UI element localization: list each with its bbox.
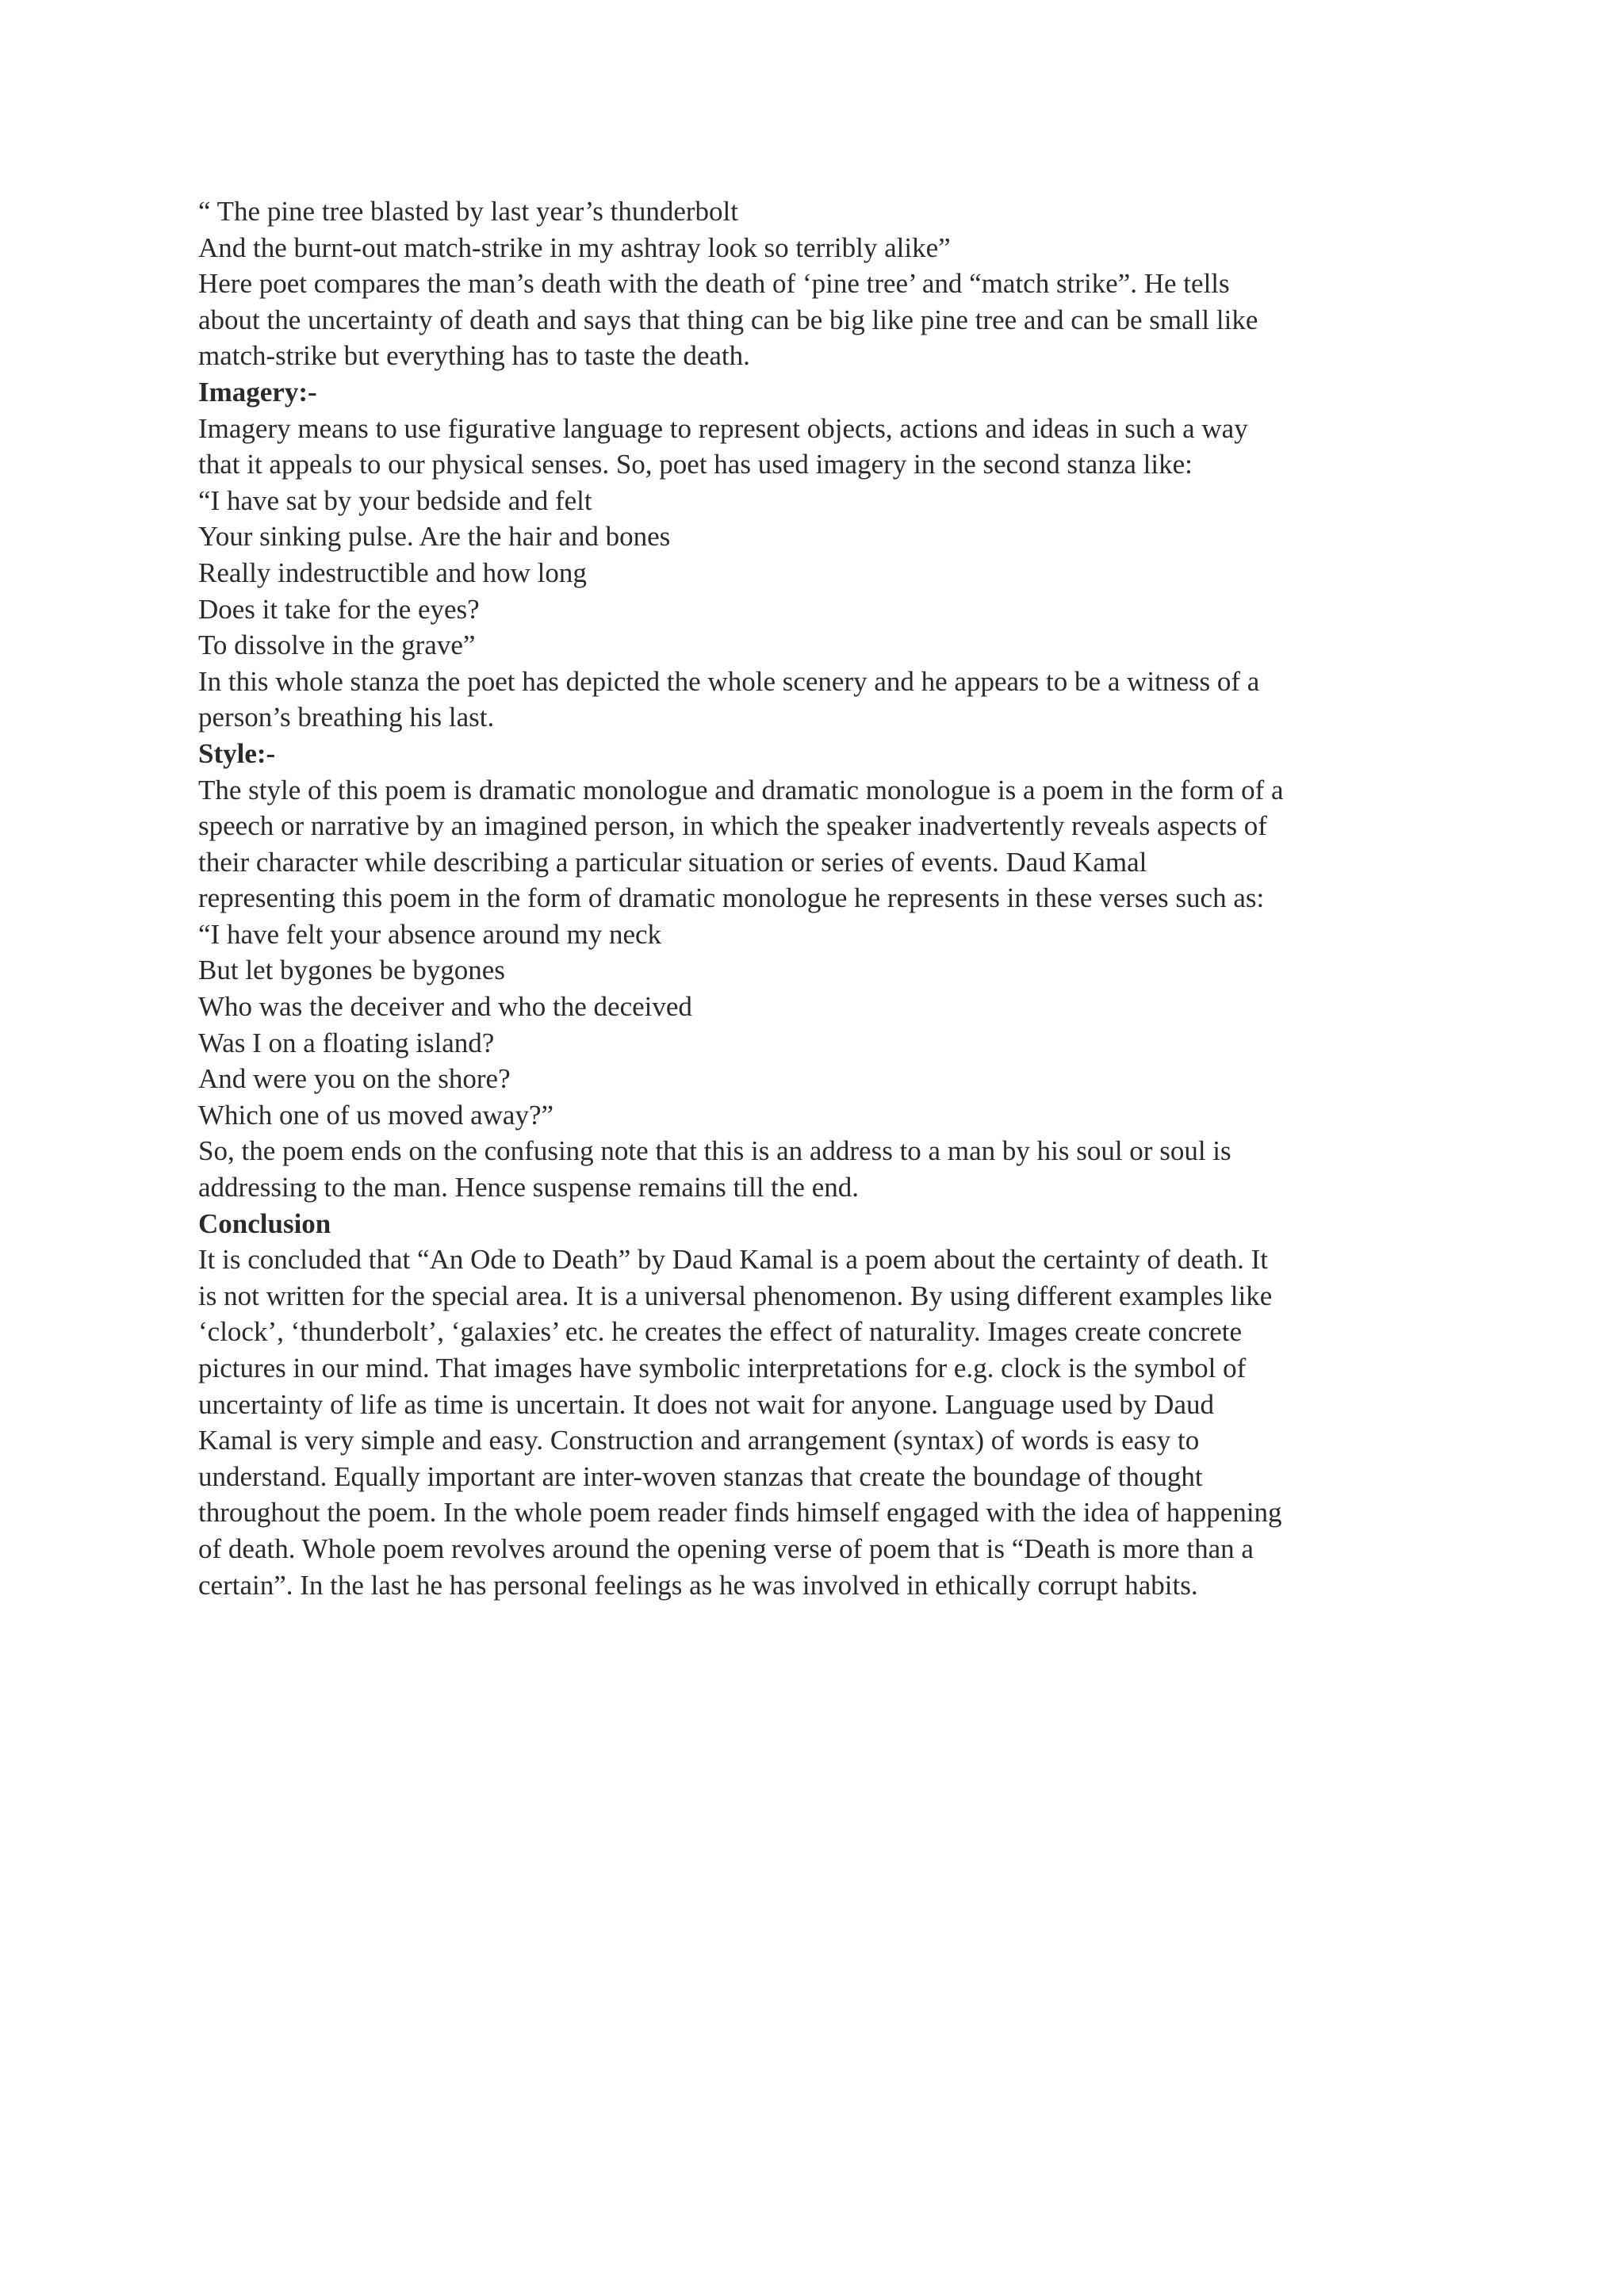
quote-line: “ The pine tree blasted by last year’s thunderbolt [198, 196, 738, 227]
conclusion-paragraph [198, 1242, 1443, 1603]
paragraph-line: about the uncertainty of death and says that thing can be big like pine tree and can be small like [198, 304, 1258, 335]
quote-line: And were you on the shore? [198, 1063, 511, 1095]
paragraph-line: match-strike but everything has to taste the death. [198, 340, 750, 372]
style-quote [198, 916, 1443, 1134]
paragraph-line: Kamal is very simple and easy. Construction and arrangement (syntax) of words is easy to [198, 1425, 1200, 1456]
paragraph-line: of death. Whole poem revolves around the opening verse of poem that is “Death is more than a [198, 1533, 1254, 1564]
paragraph-line: So, the poem ends on the confusing note that this is an address to a man by his soul or soul is [198, 1135, 1231, 1167]
style-explanation [198, 1133, 1443, 1205]
paragraph-line: their character while describing a particular situation or series of events. Daud Kamal [198, 846, 1147, 878]
paragraph-line: ‘clock’, ‘thunderbolt’, ‘galaxies’ etc. he creates the effect of naturality. Images create concrete [198, 1316, 1243, 1348]
style-paragraph [198, 772, 1443, 916]
imagery-heading: Imagery:- [198, 376, 317, 408]
quote-line: But let bygones be bygones [198, 955, 505, 986]
paragraph-line: throughout the poem. In the whole poem reader finds himself engaged with the idea of happening [198, 1497, 1282, 1529]
paragraph-line: Imagery means to use figurative language to represent objects, actions and ideas in such a way [198, 412, 1248, 444]
intro-paragraph [198, 266, 1443, 374]
paragraph-line: In this whole stanza the poet has depicted the whole scenery and he appears to be a witness of a [198, 665, 1260, 697]
imagery-explanation [198, 664, 1443, 736]
paragraph-line: is not written for the special area. It is a universal phenomenon. By using different examples like [198, 1280, 1273, 1311]
paragraph-line: certain”. In the last he has personal feelings as he was involved in ethically corrupt habits. [198, 1569, 1198, 1601]
paragraph-line: that it appeals to our physical senses. So, poet has used imagery in the second stanza like: [198, 449, 1193, 480]
quote-line: “I have felt your absence around my neck [198, 918, 662, 950]
intro-quote [198, 193, 1443, 266]
paragraph-line: pictures in our mind. That images have symbolic interpretations for e.g. clock is the symbol of [198, 1353, 1247, 1383]
document-body [198, 193, 1443, 1603]
paragraph-line: representing this poem in the form of dramatic monologue he represents in these verses such as: [198, 882, 1265, 914]
imagery-paragraph [198, 411, 1443, 483]
paragraph-line: It is concluded that “An Ode to Death” by Daud Kamal is a poem about the certainty of death. It [198, 1244, 1269, 1276]
quote-line: To dissolve in the grave” [198, 629, 476, 661]
quote-line: And the burnt-out match-strike in my ashtray look so terribly alike” [198, 232, 951, 263]
paragraph-line: addressing to the man. Hence suspense remains till the end. [198, 1172, 859, 1203]
conclusion-heading: Conclusion [198, 1207, 331, 1239]
quote-line: “I have sat by your bedside and felt [198, 484, 592, 516]
quote-line: Really indestructible and how long [198, 557, 587, 588]
imagery-quote [198, 483, 1443, 664]
quote-line: Was I on a floating island? [198, 1027, 495, 1058]
quote-line: Does it take for the eyes? [198, 593, 480, 625]
paragraph-line: uncertainty of life as time is uncertain. It does not wait for anyone. Language used by Daud [198, 1388, 1214, 1420]
style-heading: Style:- [198, 737, 276, 769]
paragraph-line: person’s breathing his last. [198, 702, 495, 733]
quote-line: Your sinking pulse. Are the hair and bones [198, 521, 671, 553]
paragraph-line: Here poet compares the man’s death with the death of ‘pine tree’ and “match strike”. He tells [198, 268, 1230, 300]
quote-line: Who was the deceiver and who the deceived [198, 991, 692, 1023]
paragraph-line: The style of this poem is dramatic monologue and dramatic monologue is a poem in the form of a [198, 774, 1284, 806]
paragraph-line: speech or narrative by an imagined person, in which the speaker inadvertently reveals aspects of [198, 810, 1267, 842]
quote-line: Which one of us moved away?” [198, 1099, 554, 1131]
paragraph-line: understand. Equally important are inter-woven stanzas that create the boundage of thought [198, 1460, 1203, 1492]
